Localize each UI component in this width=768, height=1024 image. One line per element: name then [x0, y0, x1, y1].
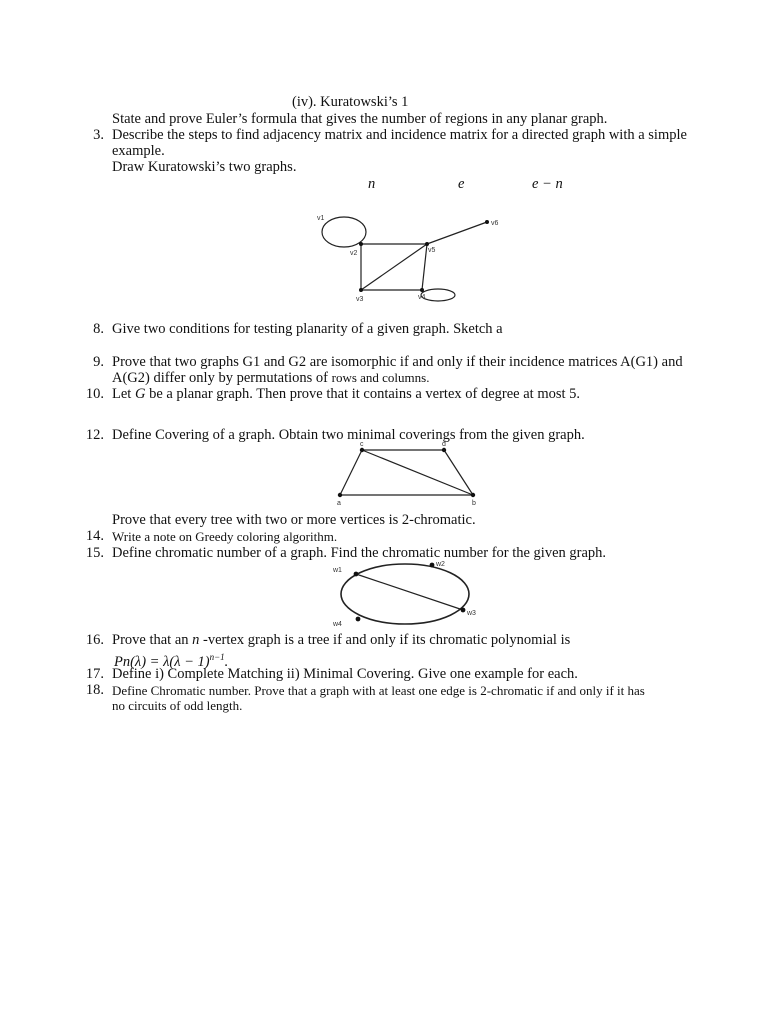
label-d: d — [442, 441, 446, 448]
question-9-line1: Prove that two graphs G1 and G2 are isomorphic if and only if their incidence matrices A(G1) and — [112, 354, 683, 370]
question-9-line2-part2: rows and columns. — [331, 370, 430, 385]
graph-figure-2 — [332, 440, 482, 508]
label-v5: v5 — [428, 247, 436, 254]
question-9-line2-part1: A(G2) differ only by permutations of — [112, 370, 332, 386]
question-9-line2 — [112, 370, 429, 386]
question-number-18: 18. — [85, 682, 104, 698]
question-number-15: 15. — [85, 545, 104, 561]
question-12: Define Covering of a graph. Obtain two minimal coverings from the given graph. — [112, 427, 585, 443]
question-16-var-n: n — [192, 632, 200, 648]
label-w4: w4 — [333, 621, 342, 628]
tree-question: Prove that every tree with two or more vertices is 2-chromatic. — [112, 512, 476, 528]
question-number-10: 10. — [85, 386, 104, 402]
label-a: a — [337, 500, 341, 507]
question-3-line2: example. — [112, 143, 165, 159]
header-n: n — [368, 176, 376, 192]
question-18-line2: no circuits of odd length. — [112, 698, 243, 713]
question-number-12: 12. — [85, 427, 104, 443]
edge-w1-w3 — [356, 574, 463, 610]
question-10-part1: Let — [112, 386, 135, 402]
label-v2: v2 — [350, 250, 358, 257]
question-10 — [112, 386, 580, 402]
edge-c-a — [340, 450, 362, 495]
question-14: Write a note on Greedy coloring algorithm. — [112, 529, 338, 544]
draw-kuratowski-line: Draw Kuratowski’s two graphs. — [112, 159, 297, 175]
formula-period: . — [224, 653, 229, 670]
question-number-3: 3. — [93, 127, 104, 143]
label-w3: w3 — [467, 610, 476, 617]
graph-figure-1 — [310, 206, 510, 306]
question-8: Give two conditions for testing planarity of a given graph. Sketch a — [112, 321, 503, 337]
label-b: b — [472, 500, 476, 507]
question-number-8: 8. — [93, 321, 104, 337]
question-17: Define i) Complete Matching ii) Minimal Covering. Give one example for each. — [112, 666, 578, 682]
label-w2: w2 — [436, 561, 445, 568]
question-16-part1: Prove that an — [112, 632, 193, 648]
question-10-part2: be a planar graph. Then prove that it contains a vertex of degree at most 5. — [145, 386, 581, 402]
question-number-16: 16. — [85, 632, 104, 648]
cycle-w — [341, 564, 469, 624]
edge-c-b — [362, 450, 473, 495]
question-18-line1: Define Chromatic number. Prove that a graph with at least one edge is 2-chromatic if and only if it has — [112, 683, 645, 698]
graph-figure-3 — [330, 558, 490, 628]
question-10-var-g: G — [134, 386, 146, 402]
label-v4: v4 — [418, 294, 426, 301]
edge-d-b — [444, 450, 473, 495]
euler-question: State and prove Euler’s formula that gives the number of regions in any planar graph. — [112, 111, 608, 127]
question-15: Define chromatic number of a graph. Find the chromatic number for the given graph. — [112, 545, 607, 561]
label-c: c — [360, 441, 364, 448]
label-v3: v3 — [356, 296, 364, 303]
label-v6: v6 — [491, 220, 499, 227]
question-16-line1 — [112, 632, 570, 648]
question-number-14: 14. — [85, 528, 104, 544]
question-16-part2: -vertex graph is a tree if and only if its chromatic polynomial is — [199, 632, 571, 648]
question-number-9: 9. — [93, 354, 104, 370]
formula-exponent: n−1 — [209, 652, 225, 662]
header-e-minus-n: e − n — [532, 176, 563, 192]
kuratowski-heading: (iv). Kuratowski’s 1 — [292, 94, 409, 110]
header-e: e — [458, 176, 465, 192]
question-3-line1: Describe the steps to find adjacency matrix and incidence matrix for a directed graph with a simple — [112, 127, 687, 143]
formula-base: Pn(λ) = λ(λ − 1) — [114, 653, 210, 670]
question-number-17: 17. — [85, 666, 104, 682]
label-v1: v1 — [317, 215, 325, 222]
label-w1: w1 — [333, 567, 342, 574]
